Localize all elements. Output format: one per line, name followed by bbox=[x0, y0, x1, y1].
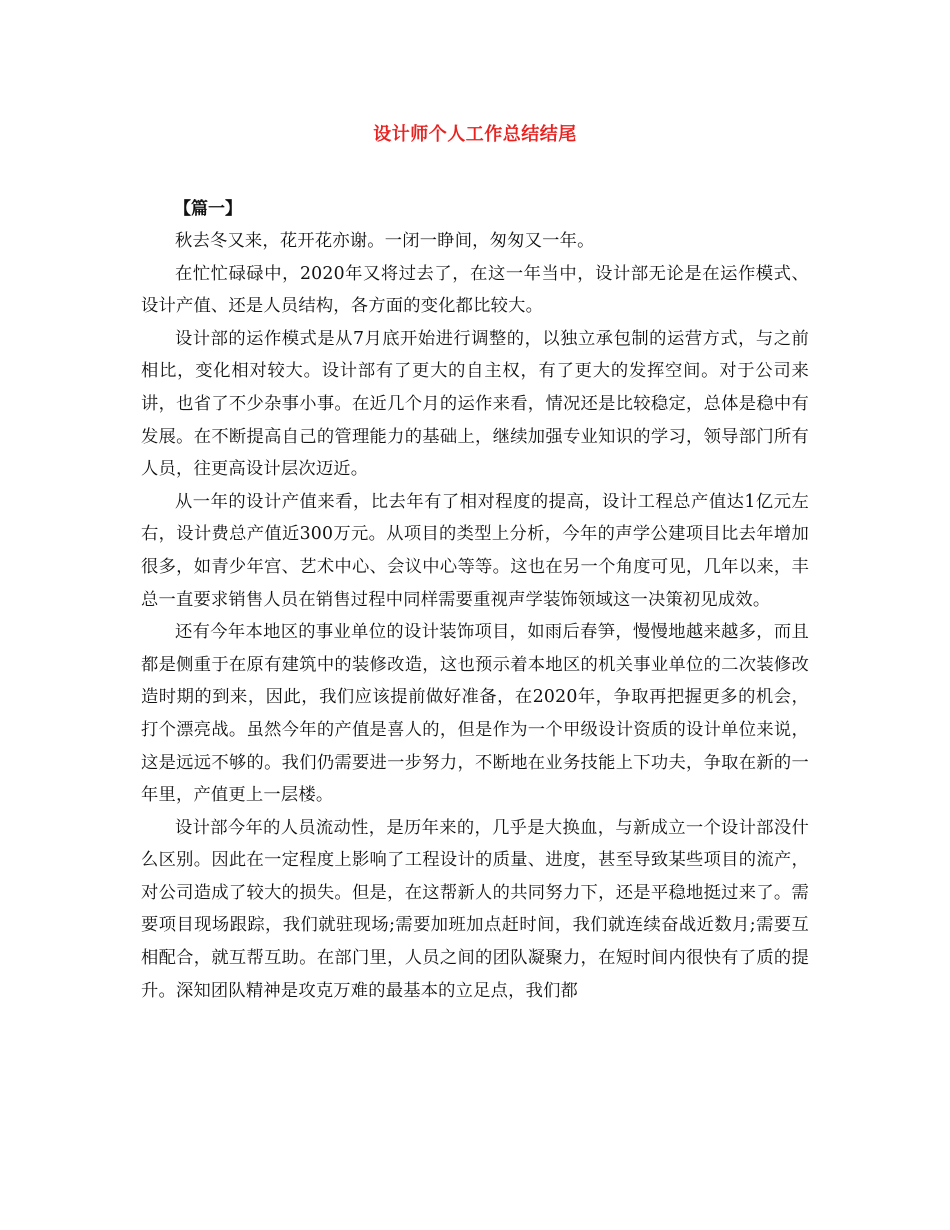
paragraph-6: 设计部今年的人员流动性，是历年来的，几乎是大换血，与新成立一个设计部没什么区别。因此在一定程度上影响了工程设计的质量、进度，甚至导致某些项目的流产，对公司造成了较大的损失。但是，在这帮新人的共同努力下，还是平稳地挺过来了。需要项目现场跟踪，我们就驻现场;需要加班加点赶时间，我们就连续奋战近数月;需要互相配合，就互帮互助。在部门里，人员之间的团队凝聚力，在短时间内很快有了质的提升。深知团队精神是攻克万难的最基本的立足点，我们都 bbox=[141, 817, 809, 1001]
document-title: 设计师个人工作总结结尾 bbox=[373, 124, 577, 145]
document-body bbox=[141, 193, 809, 1007]
paragraph-3: 设计部的运作模式是从7月底开始进行调整的，以独立承包制的运营方式，与之前相比，变化相对较大。设计部有了更大的自主权，有了更大的发挥空间。对于公司来讲，也省了不少杂事小事。在近几个月的运作来看，情况还是比较稳定，总体是稳中有发展。在不断提高自己的管理能力的基础上，继续加强专业知识的学习，领导部门所有人员，往更高设计层次迈近。 bbox=[141, 328, 809, 480]
paragraph-4: 从一年的设计产值来看，比去年有了相对程度的提高，设计工程总产值达1亿元左右，设计费总产值近300万元。从项目的类型上分析，今年的声学公建项目比去年增加很多，如青少年宫、艺术中心、会议中心等等。这也在另一个角度可见，几年以来，丰总一直要求销售人员在销售过程中同样需要重视声学装饰领域这一决策初见成效。 bbox=[141, 491, 809, 610]
section-label: 【篇一】 bbox=[174, 199, 242, 219]
paragraph-2: 在忙忙碌碌中，2020年又将过去了，在这一年当中，设计部无论是在运作模式、设计产值、还是人员结构，各方面的变化都比较大。 bbox=[141, 263, 809, 317]
paragraph-1: 秋去冬又来，花开花亦谢。一闭一睁间，匆匆又一年。 bbox=[175, 231, 595, 251]
paragraph-5: 还有今年本地区的事业单位的设计装饰项目，如雨后春笋，慢慢地越来越多，而且都是侧重于在原有建筑中的装修改造，这也预示着本地区的机关事业单位的二次装修改造时期的到来，因此，我们应该提前做好准备，在2020年，争取再把握更多的机会，打个漂亮战。虽然今年的产值是喜人的，但是作为一个甲级设计资质的设计单位来说，这是远远不够的。我们仍需要进一步努力，不断地在业务技能上下功夫，争取在新的一年里，产值更上一层楼。 bbox=[141, 622, 809, 806]
